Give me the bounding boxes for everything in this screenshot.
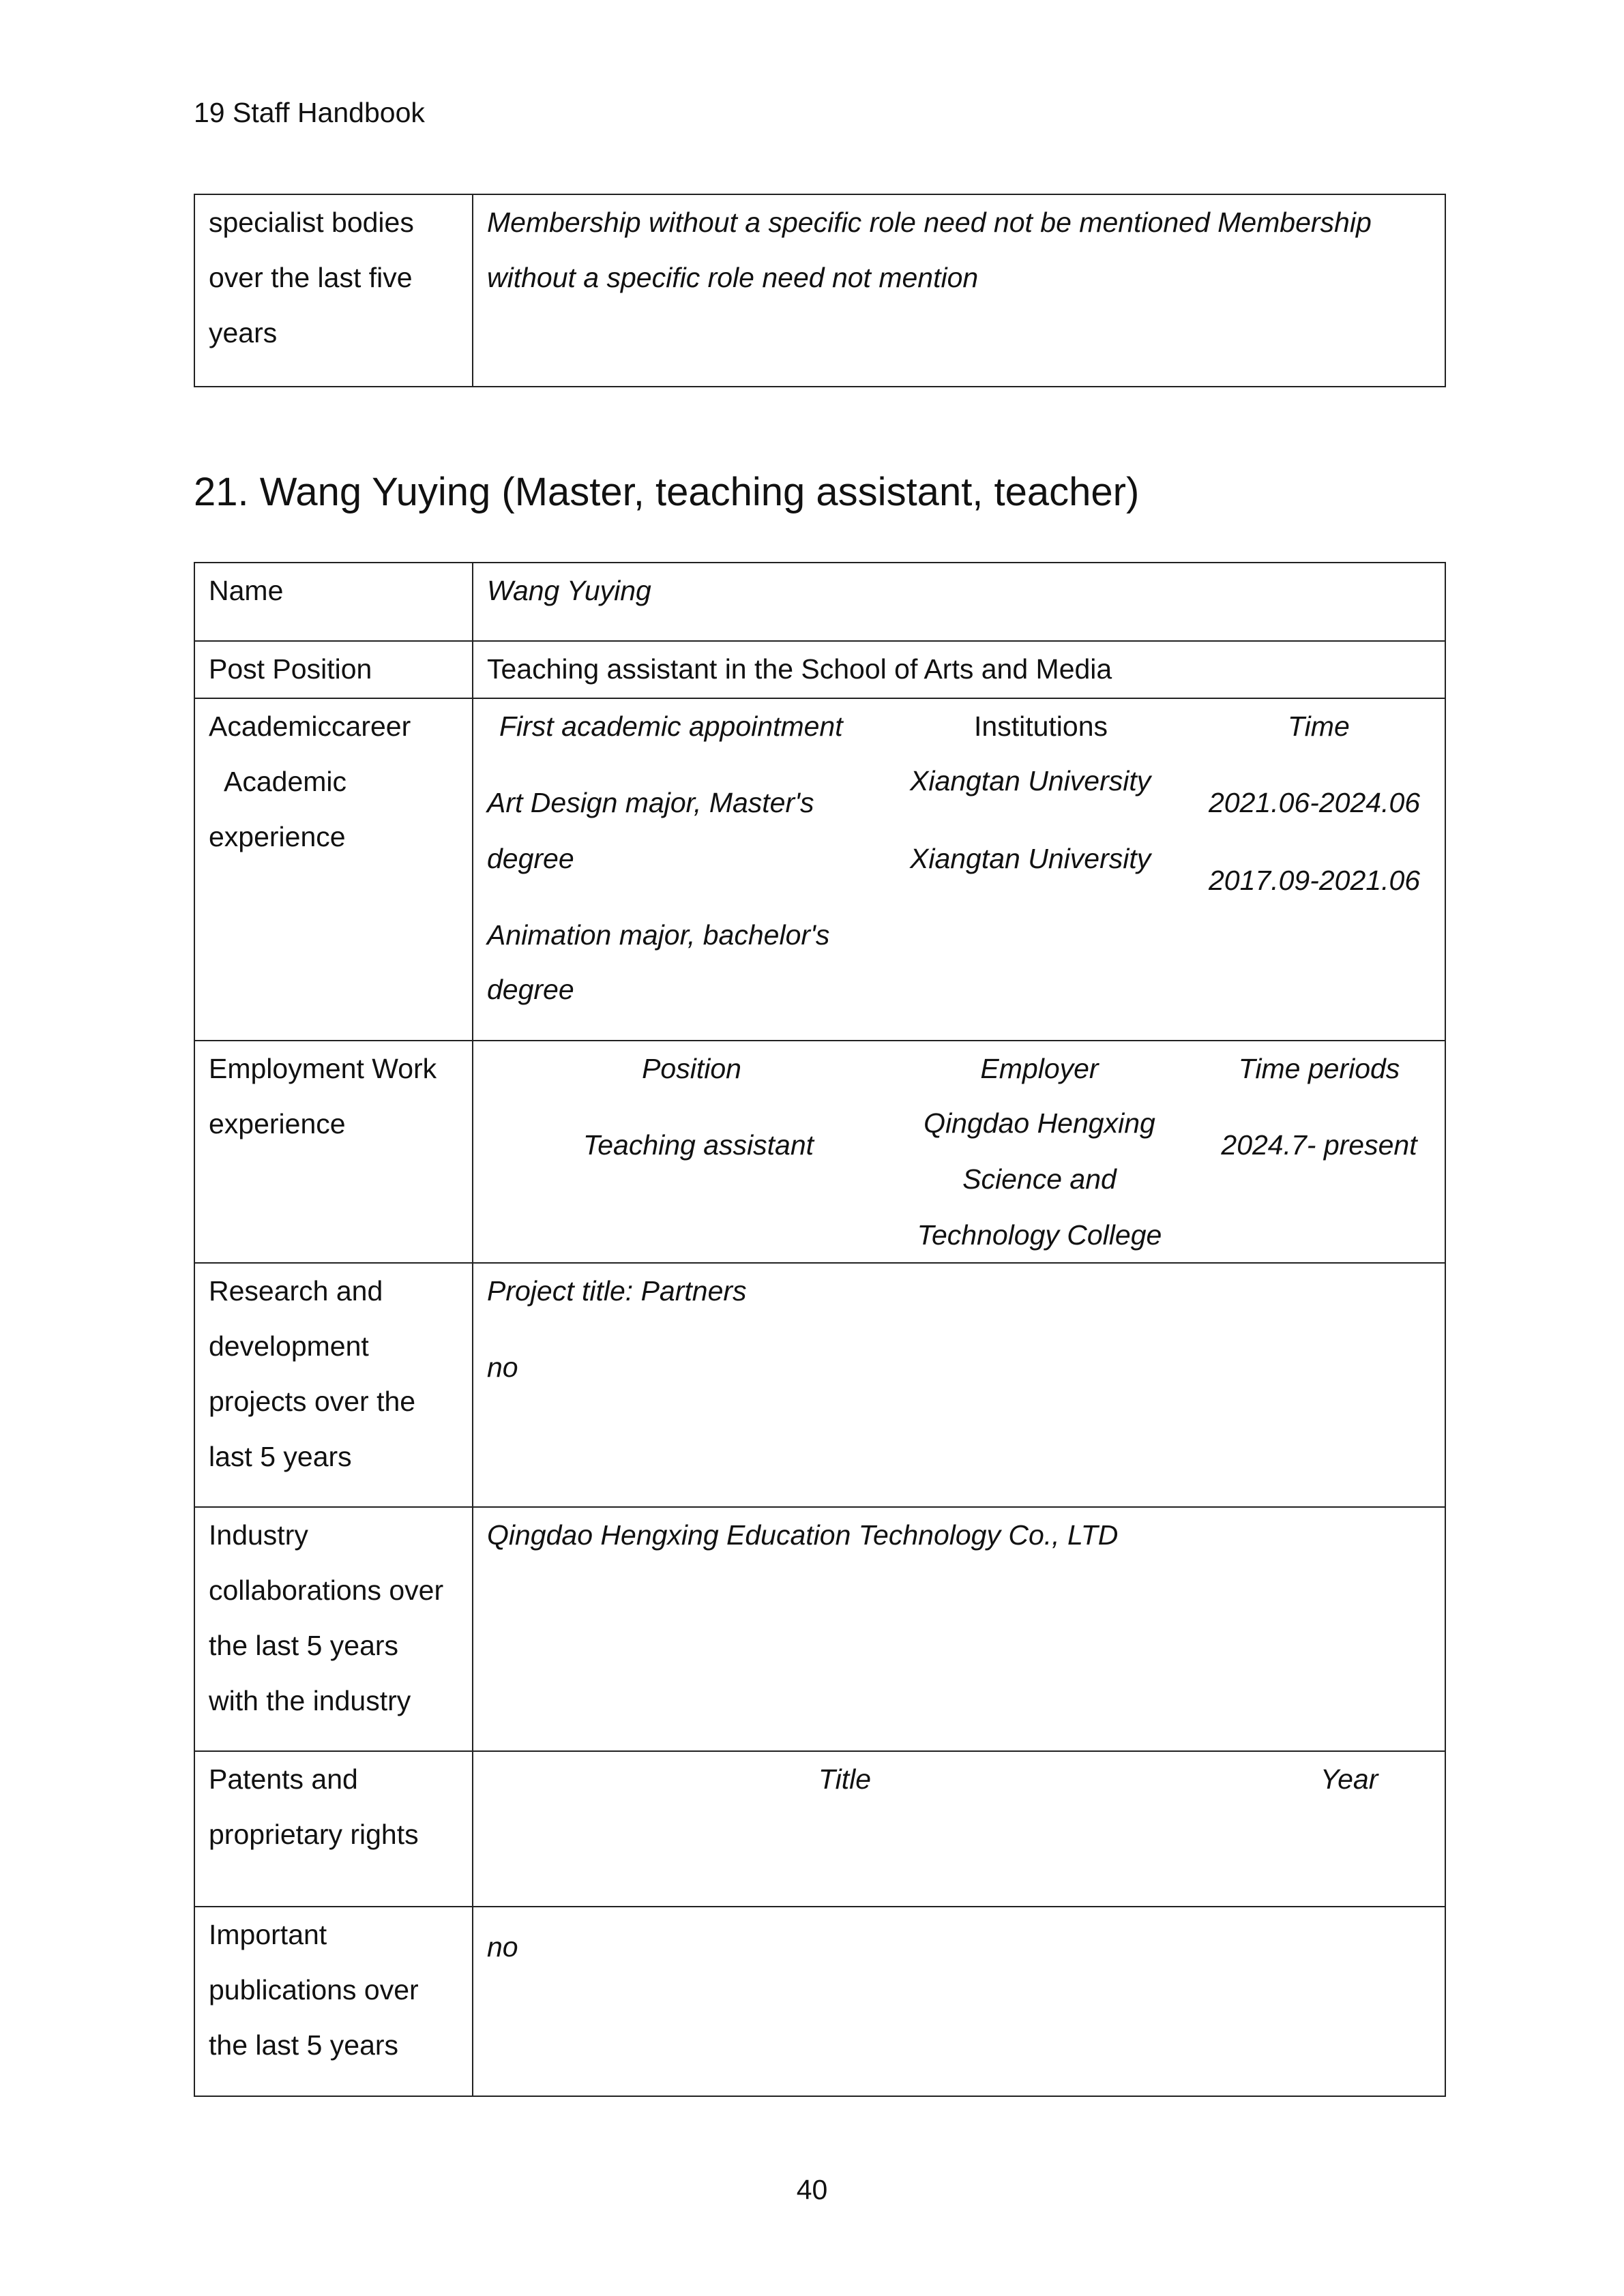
staff-table — [194, 562, 1446, 2097]
label-line: Industry — [209, 1519, 308, 1551]
table-row-publications — [194, 1907, 1445, 2096]
label-line: experience — [209, 821, 346, 852]
label-line: Employment Work — [209, 1053, 437, 1084]
employer-line: Science and — [962, 1163, 1117, 1195]
label-line: last 5 years — [209, 1441, 352, 1472]
label-line: Patents and — [209, 1763, 358, 1795]
time: 2017.09-2021.06 — [1209, 865, 1421, 896]
appointment-line: degree — [487, 843, 574, 874]
table-row-employment — [194, 1041, 1445, 1263]
col-header-employer: Employer — [980, 1053, 1099, 1084]
time: 2021.06-2024.06 — [1209, 787, 1421, 818]
label-line: publications over — [209, 1974, 419, 2006]
label-line: projects over the — [209, 1386, 416, 1417]
label-line: Research and — [209, 1275, 383, 1307]
label-line: experience — [209, 1108, 346, 1139]
col-header-appointment: First academic appointment — [499, 711, 843, 742]
employer-line: Technology College — [917, 1219, 1162, 1251]
employer-line: Qingdao Hengxing — [924, 1107, 1155, 1139]
label-line: years — [209, 317, 278, 348]
running-header: 19 Staff Handbook — [194, 97, 425, 128]
table-row-industry — [194, 1507, 1445, 1751]
project-title: Project title: Partners — [487, 1275, 747, 1307]
publications-value: no — [487, 1931, 518, 1963]
page-number: 40 — [796, 2174, 828, 2205]
value-line: Membership without a specific role need not be mentioned Membership — [487, 207, 1372, 238]
row-value: Qingdao Hengxing Education Technology Co., LTD — [473, 1507, 1445, 1751]
col-header-time-periods: Time periods — [1238, 1053, 1400, 1084]
appointment-line: degree — [487, 974, 574, 1005]
label-line: collaborations over — [209, 1575, 444, 1606]
row-label: Name — [194, 563, 473, 641]
academic-cell — [473, 698, 1445, 1041]
col-header-position: Position — [642, 1053, 741, 1084]
col-header-year: Year — [1320, 1763, 1378, 1795]
section-heading: 21. Wang Yuying (Master, teaching assistant, teacher) — [194, 470, 1140, 514]
position: Teaching assistant — [582, 1129, 814, 1161]
table-row-academic — [194, 698, 1445, 1041]
table-row-research — [194, 1263, 1445, 1507]
row-label — [194, 1041, 473, 1263]
row-label — [194, 1507, 473, 1751]
row-label — [194, 1263, 473, 1507]
row-value: Teaching assistant in the School of Arts and Media — [473, 641, 1445, 698]
table-row — [194, 194, 1445, 387]
table-row-patents — [194, 1751, 1445, 1907]
label-line: development — [209, 1330, 369, 1362]
row-label — [194, 194, 473, 387]
label-line: with the industry — [209, 1685, 411, 1716]
employment-cell — [473, 1041, 1445, 1263]
appointment-line: Animation major, bachelor's — [487, 919, 830, 951]
appointment-line: Art Design major, Master's — [487, 787, 814, 818]
time-period: 2024.7- present — [1221, 1129, 1417, 1161]
label-line: Academic — [224, 766, 347, 797]
label-line: specialist bodies — [209, 207, 414, 238]
label-line: the last 5 years — [209, 1630, 399, 1661]
row-value — [473, 194, 1445, 387]
row-value: Wang Yuying — [473, 563, 1445, 641]
label-line: Important — [209, 1919, 327, 1950]
table-row-post — [194, 641, 1445, 698]
label-line: over the last five — [209, 262, 413, 293]
publications-cell — [473, 1907, 1445, 2096]
institution: Xiangtan University — [910, 843, 1151, 874]
label-line: Academiccareer — [209, 711, 411, 742]
research-value: no — [487, 1352, 518, 1383]
label-line: the last 5 years — [209, 2029, 399, 2061]
row-label — [194, 1907, 473, 2096]
value-line: without a specific role need not mention — [487, 262, 979, 293]
research-cell — [473, 1263, 1445, 1507]
previous-staff-table — [194, 194, 1446, 387]
patents-cell — [473, 1751, 1445, 1907]
institution: Xiangtan University — [910, 765, 1151, 796]
col-header-time: Time — [1288, 711, 1350, 742]
row-label: Post Position — [194, 641, 473, 698]
label-line: proprietary rights — [209, 1819, 419, 1850]
col-header-title: Title — [818, 1763, 872, 1795]
row-label — [194, 1751, 473, 1907]
col-header-institutions: Institutions — [974, 711, 1108, 742]
table-row-name — [194, 563, 1445, 641]
row-label — [194, 698, 473, 1041]
